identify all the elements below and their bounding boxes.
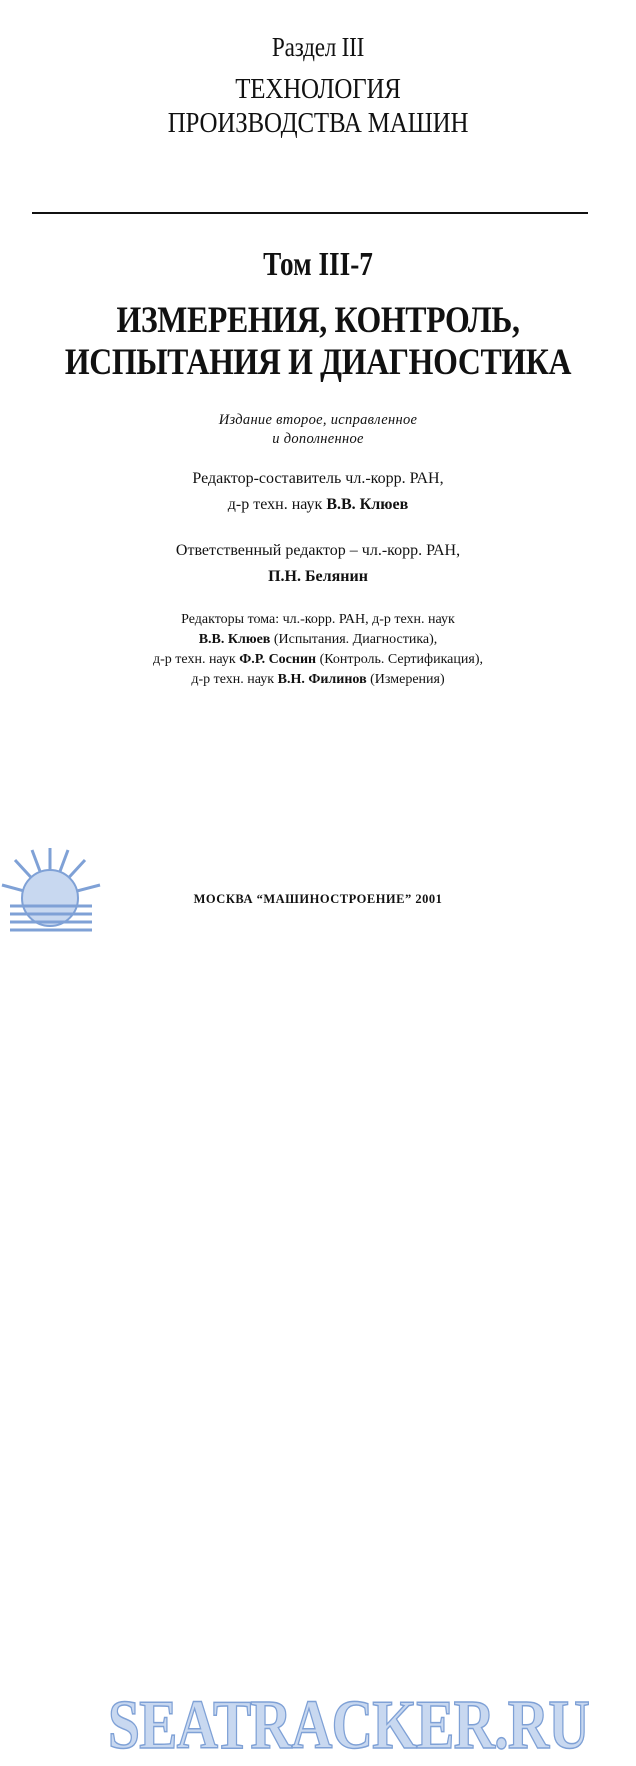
compiler-prefix: д-р техн. наук [227,496,327,513]
volume-number: Том III-7 [263,246,373,283]
horizontal-divider [32,212,588,214]
responsible-editor-block [0,538,636,590]
editor-2-prefix: д-р техн. наук [153,652,240,667]
watermark [0,840,636,1764]
edition-line-1: Издание второе, исправленное [218,412,418,428]
compiler-line-2 [0,492,636,518]
compiler-line-1: Редактор-составитель чл.-корр. РАН, [192,470,444,487]
watermark-text: SEATRACKER.RU [108,1687,590,1764]
compiler-block [0,466,636,518]
editor-3-prefix: д-р техн. наук [191,672,278,687]
editor-2-area: (Контроль. Сертификация), [316,652,483,667]
responsible-editor-line-1: Ответственный редактор – чл.-корр. РАН, [175,542,461,559]
volume-editors-line-3 [0,650,636,670]
section-title-line-2: ПРОИЗВОДСТВА МАШИН [167,107,469,139]
volume-editors-line-4 [0,670,636,690]
responsible-editor-name: П.Н. Белянин [268,568,368,585]
sun-icon [0,840,110,935]
volume-title [45,300,592,384]
volume-title-line-1: ИЗМЕРЕНИЯ, КОНТРОЛЬ, [116,300,520,341]
section-title-line-1: ТЕХНОЛОГИЯ [235,73,401,105]
volume-title-line-2: ИСПЫТАНИЯ И ДИАГНОСТИКА [64,342,572,383]
volume-editors-block [0,610,636,690]
volume-editors-line-1: Редакторы тома: чл.-корр. РАН, д-р техн. наук [181,612,455,627]
volume-editors-line-2 [0,630,636,650]
edition-note [0,411,636,449]
editor-3-area: (Измерения) [366,672,445,687]
section-label: Раздел III [271,32,365,62]
edition-line-2: и дополненное [272,431,364,447]
editor-2-name: Ф.Р. Соснин [239,652,317,667]
publisher-imprint: МОСКВА “МАШИНОСТРОЕНИЕ” 2001 [193,892,443,906]
compiler-name: В.В. Клюев [326,496,409,513]
section-title [45,72,592,140]
editor-1-area: (Испытания. Диагностика), [270,632,438,647]
editor-3-name: В.Н. Филинов [277,672,367,687]
editor-1-name: В.В. Клюев [198,632,271,647]
